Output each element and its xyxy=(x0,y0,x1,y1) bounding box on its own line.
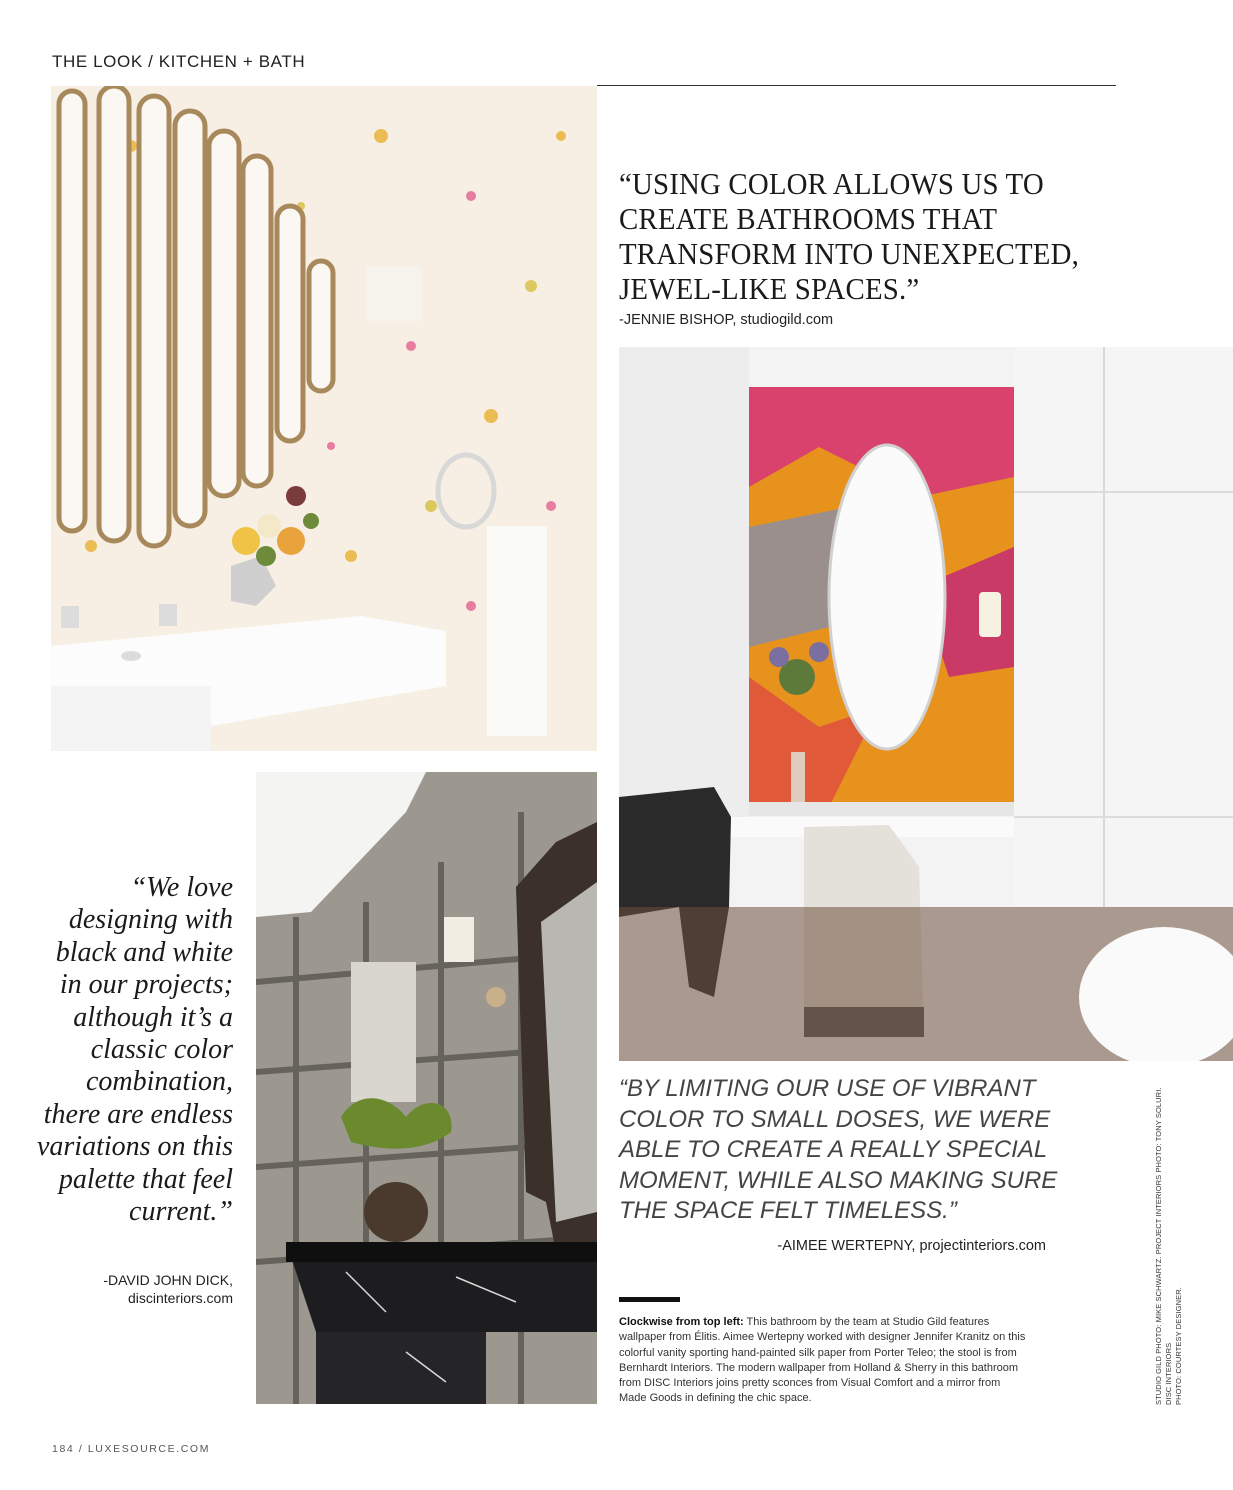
page-folio: 184 / LUXESOURCE.COM xyxy=(52,1443,211,1455)
top-rule xyxy=(597,85,1116,86)
caption-lead: Clockwise from top left: xyxy=(619,1316,744,1328)
photo-project-interiors-vanity xyxy=(619,347,1233,1061)
photo-credit-line-2: PHOTO: COURTESY DESIGNER. xyxy=(1174,1287,1183,1405)
photo-credit xyxy=(1154,1075,1184,1405)
pull-quote-studio-gild: “USING COLOR ALLOWS US TO CREATE BATHROOMS THAT TRANSFORM INTO UNEXPECTED, JEWEL-LIKE SPACES.” xyxy=(619,166,1080,306)
photo-studio-gild-bathroom xyxy=(51,86,597,751)
section-label: THE LOOK / KITCHEN + BATH xyxy=(52,52,306,71)
attribution-aimee-wertepny: -AIMEE WERTEPNY, projectinteriors.com xyxy=(777,1238,1046,1254)
attribution-site: discinteriors.com xyxy=(127,1290,233,1306)
caption-body: This bathroom by the team at Studio Gild features wallpaper from Élitis. Aimee Wertepny worked with designer Jennifer Kranitz on this colorful vanity sporting hand-painted silk paper from Porter Teleo; the stool is from Bernhardt Interiors. The modern wallpaper from Holland & Sherry in this bathroom from DISC Interiors joins pretty sconces from Visual Comfort and a mirror from Made Goods in defining the chic space. xyxy=(619,1316,1026,1405)
attribution-david-john-dick xyxy=(30,1271,233,1307)
photo-caption xyxy=(619,1315,1029,1407)
attribution-jennie-bishop: -JENNIE BISHOP, studiogild.com xyxy=(619,312,834,328)
attribution-name: -DAVID JOHN DICK, xyxy=(103,1272,233,1288)
photo-credit-line-1: STUDIO GILD PHOTO: MIKE SCHWARTZ. PROJECT INTERIORS PHOTO: TONY SOLURI. DISC INTERIORS xyxy=(1154,1087,1173,1405)
caption-rule xyxy=(619,1297,680,1302)
pull-quote-disc-interiors: “We love designing with black and white in our projects; although it’s a classic color combination, there are endless variations on this palette that feel current.” xyxy=(36,872,233,1228)
photo-disc-interiors-bath xyxy=(256,772,597,1404)
pull-quote-project-interiors: “BY LIMITING OUR USE OF VIBRANT COLOR TO SMALL DOSES, WE WERE ABLE TO CREATE A REALLY SPECIAL MOMENT, WHILE ALSO MAKING SURE THE SPACE FELT TIMELESS.” xyxy=(619,1075,1058,1224)
